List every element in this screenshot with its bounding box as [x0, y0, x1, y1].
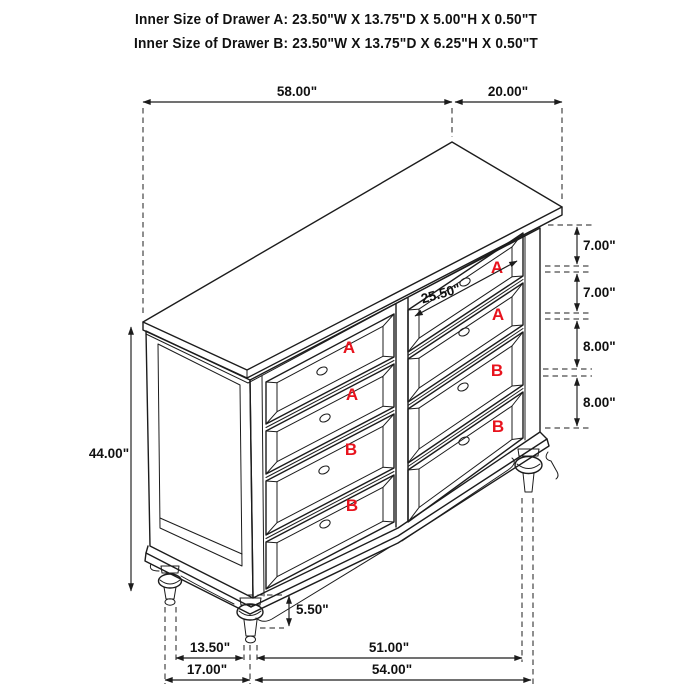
dim-label-drawer-a1-height: 7.00": [583, 238, 616, 253]
drawer-handle: [459, 276, 472, 287]
dim-label-leg-span-width: 51.00": [368, 640, 410, 655]
drawer-label: A: [342, 338, 356, 357]
drawer-label: A: [491, 305, 505, 324]
drawer-fronts: [266, 233, 523, 589]
dim-label-overall-width: 58.00": [276, 84, 318, 99]
title-line-2: Inner Size of Drawer B: 23.50"W X 13.75"D X 6.25"H X 0.50"T: [134, 35, 538, 52]
dim-label-drawer-b1-height: 8.00": [583, 339, 616, 354]
drawer-line: [266, 472, 394, 539]
drawer-line: [383, 356, 394, 357]
drawer-label: B: [491, 417, 505, 436]
title-line-1: Inner Size of Drawer A: 23.50"W X 13.75"D X 5.00"H X 0.50"T: [135, 11, 537, 28]
dim-label-base-depth: 17.00": [186, 662, 228, 677]
dim-label-base-width: 54.00": [371, 662, 413, 677]
drawer-line: [383, 314, 394, 326]
drawer-handle: [457, 381, 470, 392]
drawer-handle: [319, 412, 332, 423]
drawer-label: A: [345, 385, 359, 404]
drawer-label: B: [490, 361, 504, 380]
back-left-leg: [159, 566, 182, 605]
drawer-handle: [458, 435, 471, 446]
dim-label-drawer-a2-height: 7.00": [583, 285, 616, 300]
drawer-line: [277, 376, 383, 461]
drawer-line: [383, 406, 394, 407]
dim-drawer-heights: [543, 225, 616, 428]
dim-label-drawer-face-width: 25.50": [419, 280, 463, 307]
drawer-label: B: [345, 496, 359, 515]
drawer-handle: [318, 464, 331, 475]
dim-label-leg-height: 5.50": [296, 602, 329, 617]
drawer-line: [383, 467, 394, 468]
dim-label-overall-height: 44.00": [88, 446, 130, 461]
dim-overall-height: [89, 327, 131, 591]
drawer-line: [383, 521, 394, 522]
drawer-line: [266, 382, 277, 383]
drawer-label: B: [344, 440, 358, 459]
dim-label-overall-depth: 20.00": [487, 84, 529, 99]
drawer-handle: [316, 365, 329, 376]
drawer-line: [408, 332, 523, 463]
dim-label-leg-span-depth: 13.50": [189, 640, 231, 655]
drawer-line: [266, 414, 394, 535]
dresser-left-panel: [146, 331, 253, 598]
drawer-line: [266, 542, 277, 543]
drawer-handle: [458, 326, 471, 337]
dim-label-drawer-b2-height: 8.00": [583, 395, 616, 410]
drawer-line: [266, 431, 277, 432]
drawer-line: [266, 481, 277, 482]
dresser-base: [145, 432, 549, 621]
drawer-label: A: [490, 258, 504, 277]
